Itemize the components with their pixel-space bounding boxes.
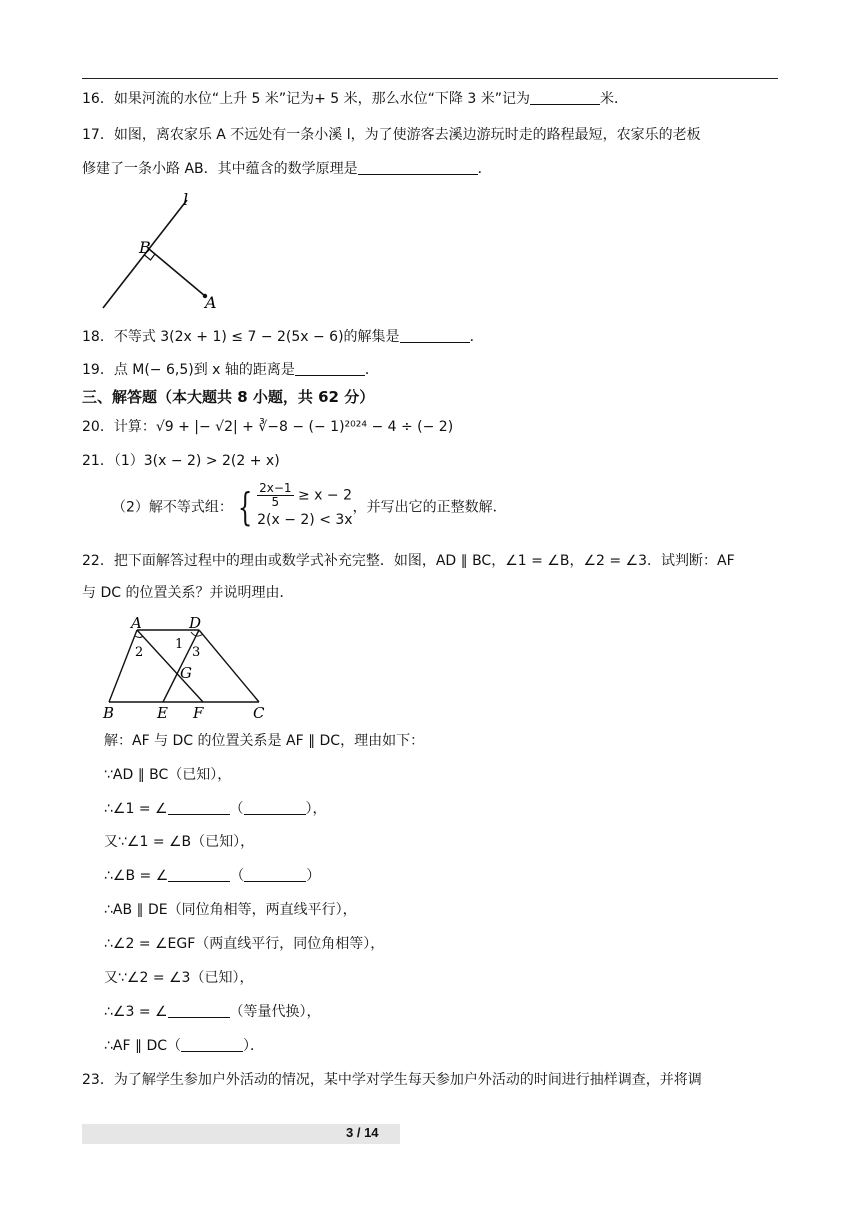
question-22-line1: 22．把下面解答过程中的理由或数学式补充完整．如图，AD ∥ BC，∠1 = ∠B，∠2 = ∠3．试判断：AF — [82, 553, 735, 569]
question-17-line2 — [82, 159, 492, 179]
q22-step-9-text: ∴∠3 = ∠ — [104, 1004, 168, 1020]
question-18 — [82, 327, 484, 347]
q22-step-5-text: ∴∠B = ∠ — [104, 868, 169, 884]
label-d: D — [189, 614, 202, 632]
paren-close: ） — [306, 868, 321, 884]
q19-text: 19．点 M(− 6,5)到 x 轴的距离是 — [82, 362, 295, 378]
label-b: B — [139, 238, 151, 257]
question-17-line1: 17．如图，离农家乐 A 不远处有一条小溪 l，为了使游客去溪边游玩时走的路程最短，农家乐的老板 — [82, 127, 701, 143]
label-angle-3: 3 — [192, 645, 201, 660]
inequality-1-rest: ≥ x − 2 — [293, 487, 353, 504]
question-22-line2: 与 DC 的位置关系？并说明理由． — [82, 585, 294, 601]
segment-dc — [199, 630, 259, 702]
label-e: E — [157, 704, 168, 722]
q17-text: 修建了一条小路 AB．其中蕴含的数学原理是 — [82, 161, 358, 177]
label-c: C — [253, 704, 265, 722]
label-b: B — [103, 704, 115, 722]
q22-step-9 — [104, 1002, 321, 1022]
q22-step-1: 解：AF 与 DC 的位置关系是 AF ∥ DC，理由如下： — [104, 733, 425, 749]
question-23-line1: 23．为了解学生参加户外活动的情况，某中学对学生每天参加户外活动的时间进行抽样调查，并将调 — [82, 1072, 702, 1088]
q22-step-6: ∴AB ∥ DE（同位角相等，两直线平行）， — [104, 902, 357, 918]
label-f: F — [193, 704, 204, 722]
label-angle-1: 1 — [175, 637, 184, 652]
q16-text: 16．如果河流的水位“上升 5 米”记为+ 5 米，那么水位“下降 3 米”记为 — [82, 91, 530, 107]
q22-step-10 — [104, 1036, 264, 1056]
page-number: 3 / 14 — [346, 1125, 379, 1140]
q22-step-3-text: ∴∠1 = ∠ — [104, 801, 168, 817]
q17-answer-blank[interactable] — [358, 160, 478, 175]
q22-step-8: 又∵∠2 = ∠3（已知）， — [104, 970, 254, 986]
q18-text: 18．不等式 3(2x + 1) ≤ 7 − 2(5x − 6)的解集是 — [82, 329, 400, 345]
q22-step-4: 又∵∠1 = ∠B（已知）， — [104, 834, 255, 850]
label-a: A — [205, 293, 217, 312]
q22-step-3-blank-reason[interactable] — [244, 800, 306, 815]
question-16 — [82, 89, 628, 109]
label-angle-2: 2 — [135, 645, 144, 660]
q22-step-5 — [104, 866, 320, 886]
inequality-system — [257, 482, 352, 531]
q18-period: ． — [469, 329, 484, 345]
paren-open: （ — [229, 801, 244, 817]
q22-step-9-reason: （等量代换）， — [229, 1004, 321, 1020]
label-g: G — [180, 664, 192, 682]
q18-answer-blank[interactable] — [400, 328, 470, 343]
q21-part2-suffix: ，并写出它的正整数解． — [352, 499, 507, 516]
fraction-numerator: 2x−1 — [259, 481, 292, 495]
question-21-part2 — [112, 482, 507, 531]
section-3-heading: 三、解答题（本大题共 8 小题，共 62 分） — [82, 388, 375, 406]
question-21-part1: 21．（1）3(x − 2) > 2(2 + x) — [82, 453, 280, 469]
segment-ab — [109, 630, 137, 702]
header-rule — [82, 78, 778, 79]
q22-step-5-blank-angle[interactable] — [168, 867, 230, 882]
q16-answer-blank[interactable] — [530, 90, 600, 105]
q19-period: ． — [364, 362, 379, 378]
q22-step-10-tail: ）． — [243, 1038, 264, 1054]
label-l: l — [183, 190, 189, 209]
q19-answer-blank[interactable] — [295, 361, 365, 376]
q17-figure — [95, 188, 235, 313]
q22-step-2: ∵AD ∥ BC（已知）， — [104, 767, 232, 783]
q21-part2-prefix: （2）解不等式组： — [112, 499, 233, 516]
q22-step-9-blank-angle[interactable] — [168, 1003, 230, 1018]
q22-step-5-blank-reason[interactable] — [244, 867, 306, 882]
q22-step-3-blank-angle[interactable] — [168, 800, 230, 815]
path-ab — [149, 249, 205, 296]
fraction-denominator: 5 — [271, 495, 280, 509]
inequality-2: 2(x − 2) < 3x — [257, 512, 353, 528]
q22-step-10-blank-reason[interactable] — [181, 1037, 243, 1052]
paren-close: ）， — [305, 801, 327, 817]
q22-step-7: ∴∠2 = ∠EGF（两直线平行，同位角相等）， — [104, 936, 385, 952]
fraction — [257, 482, 293, 509]
paren-open: （ — [230, 868, 245, 884]
question-19 — [82, 360, 379, 380]
inequality-1 — [257, 482, 352, 509]
question-20: 20．计算：√9 + |− √2| + ∛−8 − (− 1)²⁰²⁴ − 4 ÷ (− 2) — [82, 419, 454, 435]
q22-step-10-text: ∴AF ∥ DC（ — [104, 1038, 181, 1054]
q22-step-3 — [104, 799, 327, 819]
q22-figure — [95, 612, 280, 724]
label-a: A — [131, 614, 142, 632]
system-brace: { — [237, 484, 253, 529]
q17-period: ． — [477, 161, 492, 177]
q16-unit: 米． — [599, 91, 628, 107]
